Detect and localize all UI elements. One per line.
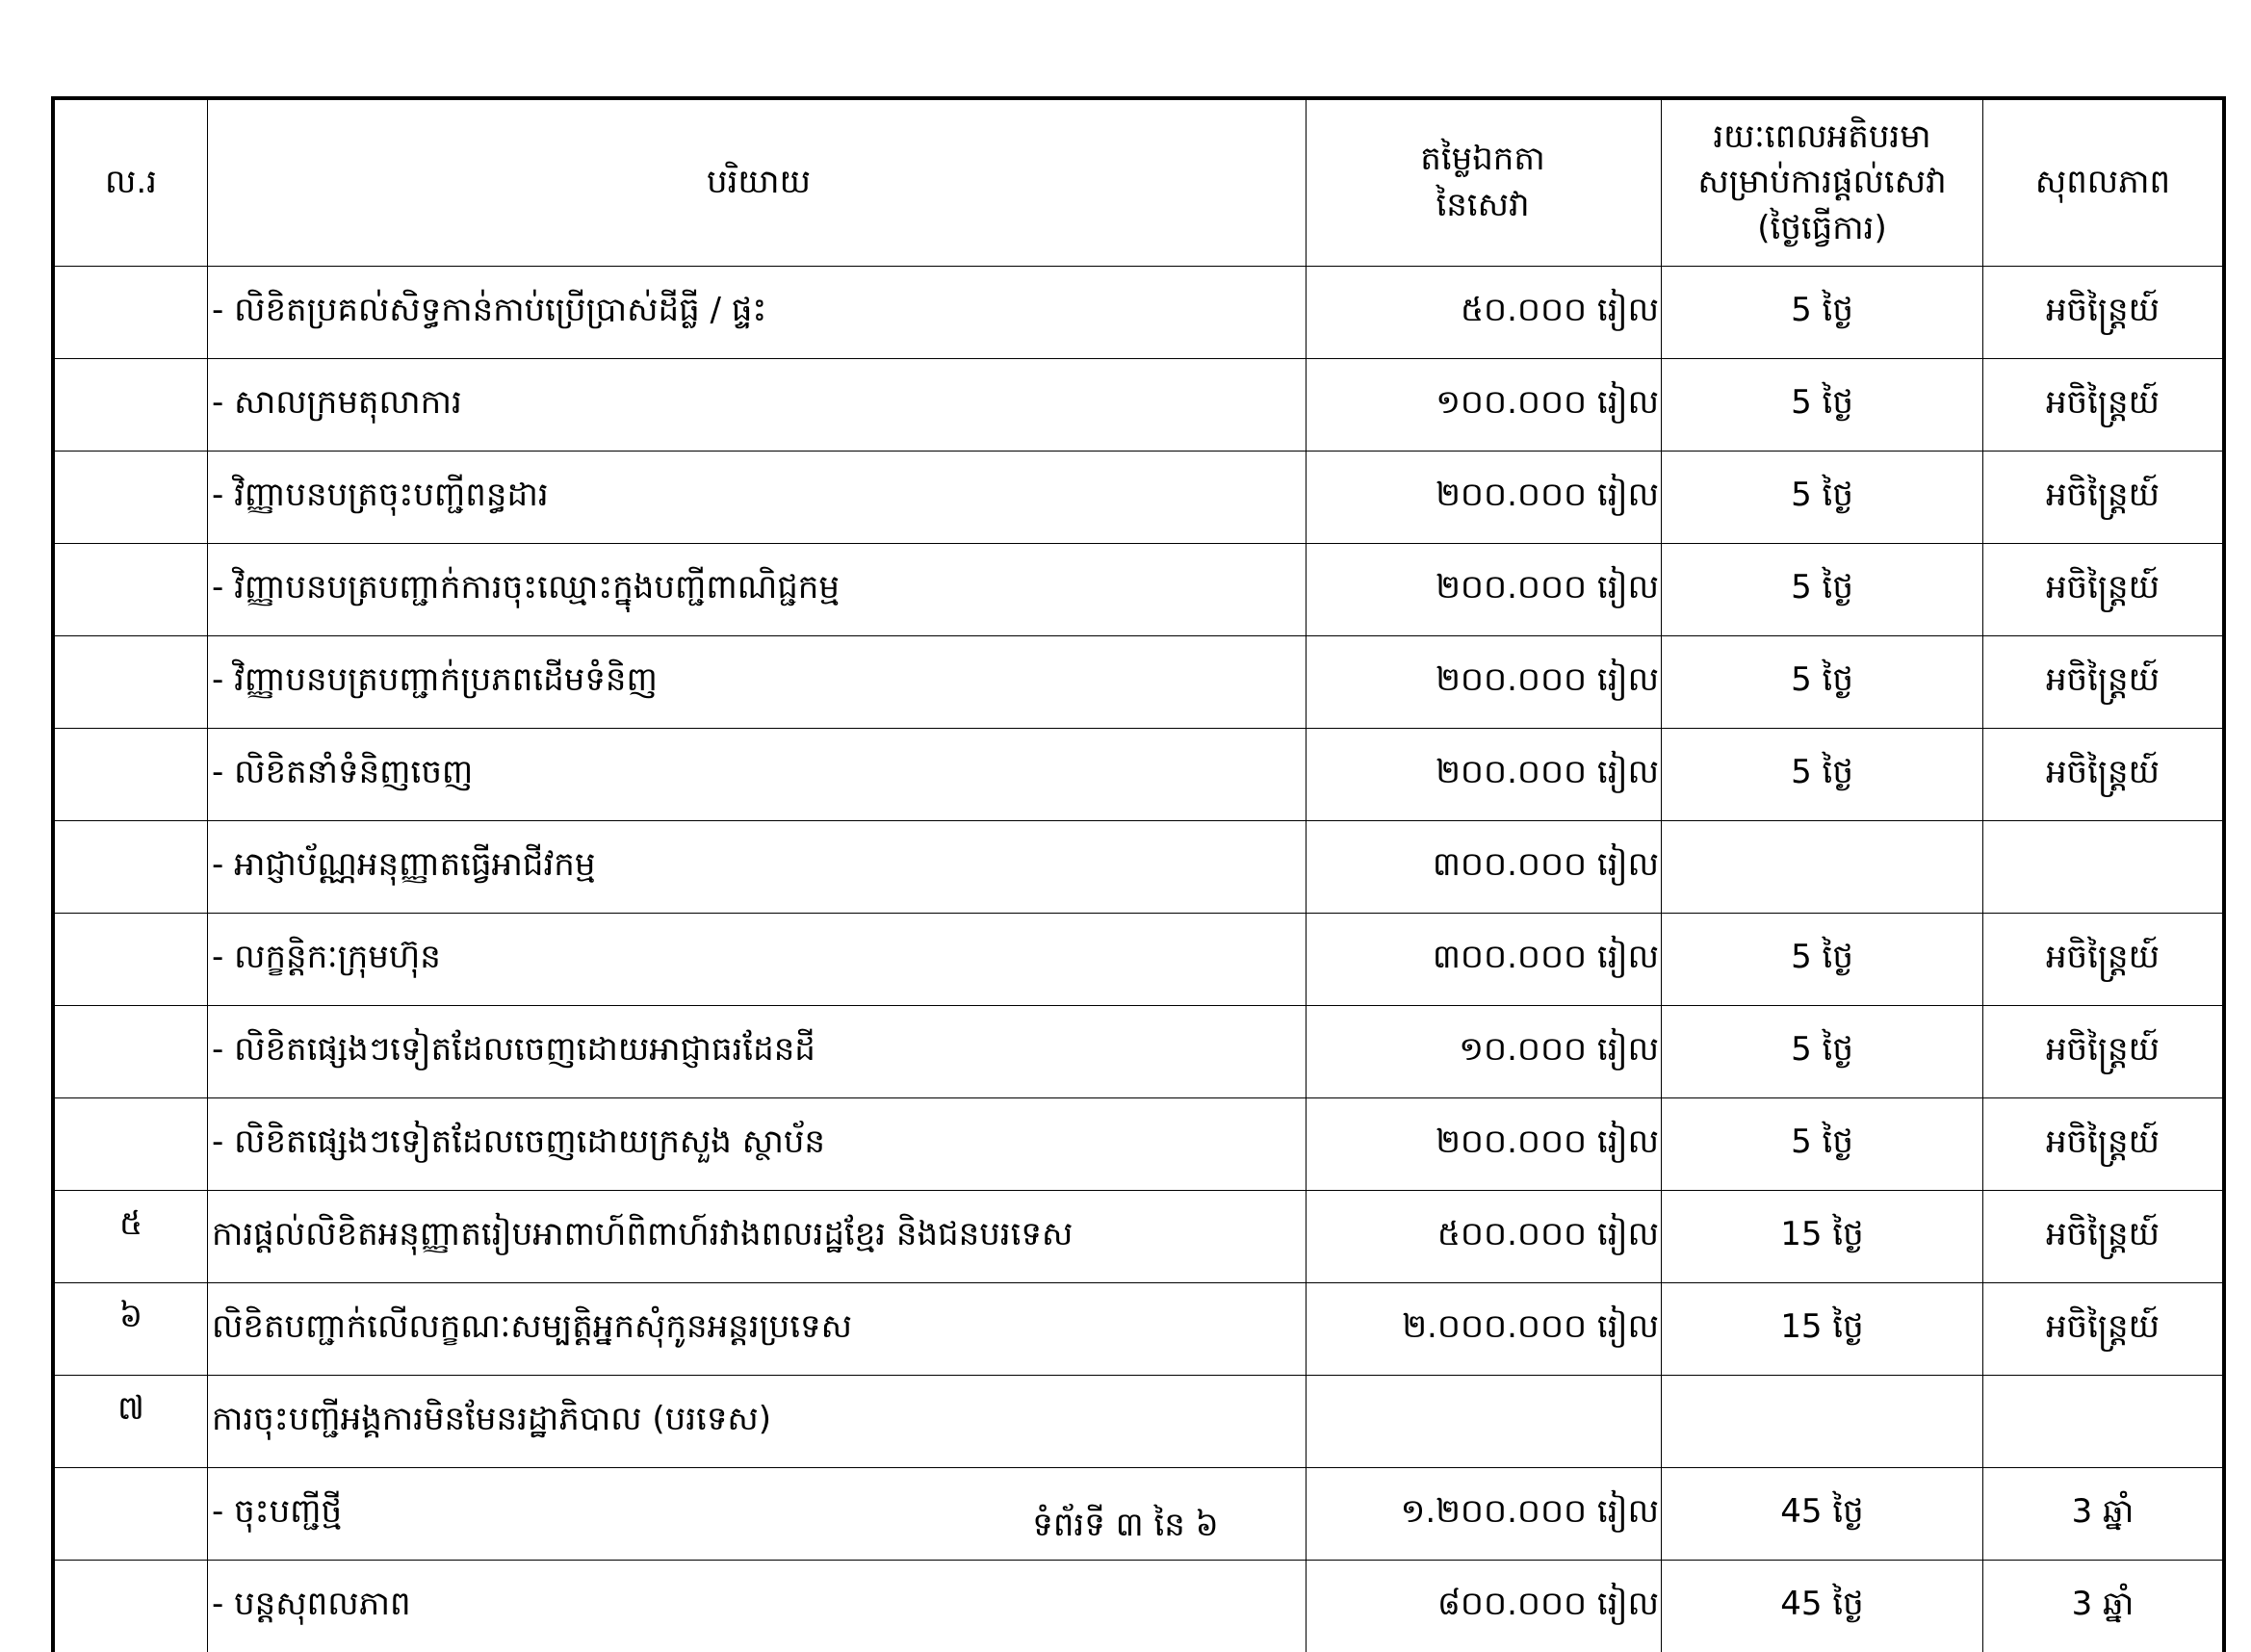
- cell-description: - សាលក្រមតុលាការ: [208, 359, 1307, 452]
- table-row: [53, 452, 2224, 544]
- cell-validity: អចិន្ត្រៃយ៍: [1983, 1098, 2225, 1191]
- header-duration: [1662, 98, 1983, 267]
- table-row: [53, 1006, 2224, 1098]
- table-row: [53, 821, 2224, 914]
- cell-price: ៣០០.០០០ រៀល: [1307, 821, 1662, 914]
- cell-no: [53, 636, 208, 729]
- cell-no: [53, 452, 208, 544]
- header-price-line1: តម្លៃឯកតា: [1420, 140, 1545, 178]
- cell-price: ៥០.០០០ រៀល: [1307, 267, 1662, 359]
- cell-no: [53, 267, 208, 359]
- cell-no: ៧: [53, 1376, 208, 1468]
- cell-price: ៨០០.០០០ រៀល: [1307, 1561, 1662, 1652]
- cell-no: ៥: [53, 1191, 208, 1283]
- cell-validity: អចិន្ត្រៃយ៍: [1983, 452, 2225, 544]
- cell-no: [53, 1561, 208, 1652]
- cell-price: [1307, 1376, 1662, 1468]
- cell-validity: 3 ឆ្នាំ: [1983, 1468, 2225, 1561]
- cell-price: ៣០០.០០០ រៀល: [1307, 914, 1662, 1006]
- cell-validity: អចិន្ត្រៃយ៍: [1983, 729, 2225, 821]
- table-row: [53, 1283, 2224, 1376]
- cell-duration: 5 ថ្ងៃ: [1662, 359, 1983, 452]
- cell-description: - វិញ្ញាបនបត្របញ្ជាក់ការចុះឈ្មោះក្នុងបញ្ជីពាណិជ្ជកម្ម: [208, 544, 1307, 636]
- cell-price: ២០០.០០០ រៀល: [1307, 544, 1662, 636]
- cell-duration: 5 ថ្ងៃ: [1662, 1006, 1983, 1098]
- cell-price: ១០០.០០០ រៀល: [1307, 359, 1662, 452]
- cell-duration: 45 ថ្ងៃ: [1662, 1468, 1983, 1561]
- cell-duration: 5 ថ្ងៃ: [1662, 1098, 1983, 1191]
- cell-description: - វិញ្ញាបនបត្រចុះបញ្ជីពន្ធដារ: [208, 452, 1307, 544]
- table-body: [53, 267, 2224, 1652]
- cell-duration: 15 ថ្ងៃ: [1662, 1283, 1983, 1376]
- table-row: [53, 914, 2224, 1006]
- cell-no: [53, 544, 208, 636]
- cell-no: [53, 1006, 208, 1098]
- header-description: បរិយាយ: [208, 98, 1307, 267]
- header-price-line2: នៃសេវា: [1436, 186, 1529, 224]
- cell-no: ៦: [53, 1283, 208, 1376]
- cell-no: [53, 729, 208, 821]
- cell-validity: អចិន្ត្រៃយ៍: [1983, 544, 2225, 636]
- cell-description: - វិញ្ញាបនបត្របញ្ជាក់ប្រភពដើមទំនិញ: [208, 636, 1307, 729]
- cell-description: - លិខិតផ្សេងៗទៀតដែលចេញដោយអាជ្ញាធរដែនដី: [208, 1006, 1307, 1098]
- cell-description: - លិខិតប្រគល់សិទ្ធកាន់កាប់ប្រើប្រាស់ដីធ្លី / ផ្ទះ: [208, 267, 1307, 359]
- cell-no: [53, 1098, 208, 1191]
- page-number: ទំព័រទី ៣ នៃ ៦: [0, 1504, 2251, 1552]
- cell-validity: អចិន្ត្រៃយ៍: [1983, 1006, 2225, 1098]
- table-row: [53, 1376, 2224, 1468]
- table-header-row: [53, 98, 2224, 267]
- table-row: [53, 544, 2224, 636]
- cell-duration: 5 ថ្ងៃ: [1662, 914, 1983, 1006]
- cell-validity: អចិន្ត្រៃយ៍: [1983, 636, 2225, 729]
- table-row: [53, 636, 2224, 729]
- cell-price: ១.២០០.០០០ រៀល: [1307, 1468, 1662, 1561]
- cell-price: ១០.០០០ រៀល: [1307, 1006, 1662, 1098]
- table-row: [53, 1191, 2224, 1283]
- cell-validity: [1983, 1376, 2225, 1468]
- cell-duration: [1662, 1376, 1983, 1468]
- cell-duration: 45 ថ្ងៃ: [1662, 1561, 1983, 1652]
- cell-no: [53, 914, 208, 1006]
- header-duration-line2: សម្រាប់ការផ្ដល់សេវា: [1697, 163, 1946, 201]
- header-duration-line1: រយៈពេលអតិបរមា: [1713, 117, 1930, 156]
- cell-description: - ចុះបញ្ជីថ្មី: [208, 1468, 1307, 1561]
- cell-no: [53, 821, 208, 914]
- cell-no: [53, 359, 208, 452]
- cell-validity: 3 ឆ្នាំ: [1983, 1561, 2225, 1652]
- header-duration-line3: (ថ្ងៃធ្វើការ): [1757, 209, 1886, 247]
- cell-price: ២០០.០០០ រៀល: [1307, 1098, 1662, 1191]
- cell-duration: 15 ថ្ងៃ: [1662, 1191, 1983, 1283]
- cell-price: ២០០.០០០ រៀល: [1307, 636, 1662, 729]
- cell-price: ២០០.០០០ រៀល: [1307, 729, 1662, 821]
- table-row: [53, 1561, 2224, 1652]
- cell-description: ការផ្ដល់លិខិតអនុញ្ញាតរៀបអាពាហ៍ពិពាហ៍រវាងពលរដ្ឋខ្មែរ និងជនបរទេស: [208, 1191, 1307, 1283]
- cell-duration: 5 ថ្ងៃ: [1662, 452, 1983, 544]
- cell-validity: អចិន្ត្រៃយ៍: [1983, 267, 2225, 359]
- cell-validity: អចិន្ត្រៃយ៍: [1983, 1283, 2225, 1376]
- cell-price: ៥០០.០០០ រៀល: [1307, 1191, 1662, 1283]
- cell-description: ការចុះបញ្ជីអង្គការមិនមែនរដ្ឋាភិបាល (បរទេស): [208, 1376, 1307, 1468]
- cell-duration: 5 ថ្ងៃ: [1662, 267, 1983, 359]
- cell-description: - លិខិតផ្សេងៗទៀតដែលចេញដោយក្រសួង ស្ថាប័ន: [208, 1098, 1307, 1191]
- cell-duration: 5 ថ្ងៃ: [1662, 544, 1983, 636]
- header-no: ល.រ: [53, 98, 208, 267]
- cell-validity: [1983, 821, 2225, 914]
- header-validity: សុពលភាព: [1983, 98, 2225, 267]
- cell-price: ២.០០០.០០០ រៀល: [1307, 1283, 1662, 1376]
- cell-validity: អចិន្ត្រៃយ៍: [1983, 359, 2225, 452]
- cell-duration: 5 ថ្ងៃ: [1662, 729, 1983, 821]
- cell-duration: 5 ថ្ងៃ: [1662, 636, 1983, 729]
- cell-description: - លិខិតនាំទំនិញចេញ: [208, 729, 1307, 821]
- service-fee-table: [51, 96, 2226, 1652]
- cell-duration: [1662, 821, 1983, 914]
- cell-description: លិខិតបញ្ជាក់លើលក្ខណៈសម្បត្តិអ្នកសុំកូនអន្តរប្រទេស: [208, 1283, 1307, 1376]
- table-row: [53, 267, 2224, 359]
- table-row: [53, 359, 2224, 452]
- cell-description: - បន្តសុពលភាព: [208, 1561, 1307, 1652]
- header-price: [1307, 98, 1662, 267]
- cell-validity: អចិន្ត្រៃយ៍: [1983, 1191, 2225, 1283]
- cell-description: - លក្ខន្តិកៈក្រុមហ៊ុន: [208, 914, 1307, 1006]
- cell-validity: អចិន្ត្រៃយ៍: [1983, 914, 2225, 1006]
- table-row: [53, 729, 2224, 821]
- table-row: [53, 1098, 2224, 1191]
- cell-price: ២០០.០០០ រៀល: [1307, 452, 1662, 544]
- cell-description: - អាជ្ញាប័ណ្ណអនុញ្ញាតធ្វើអាជីវកម្ម: [208, 821, 1307, 914]
